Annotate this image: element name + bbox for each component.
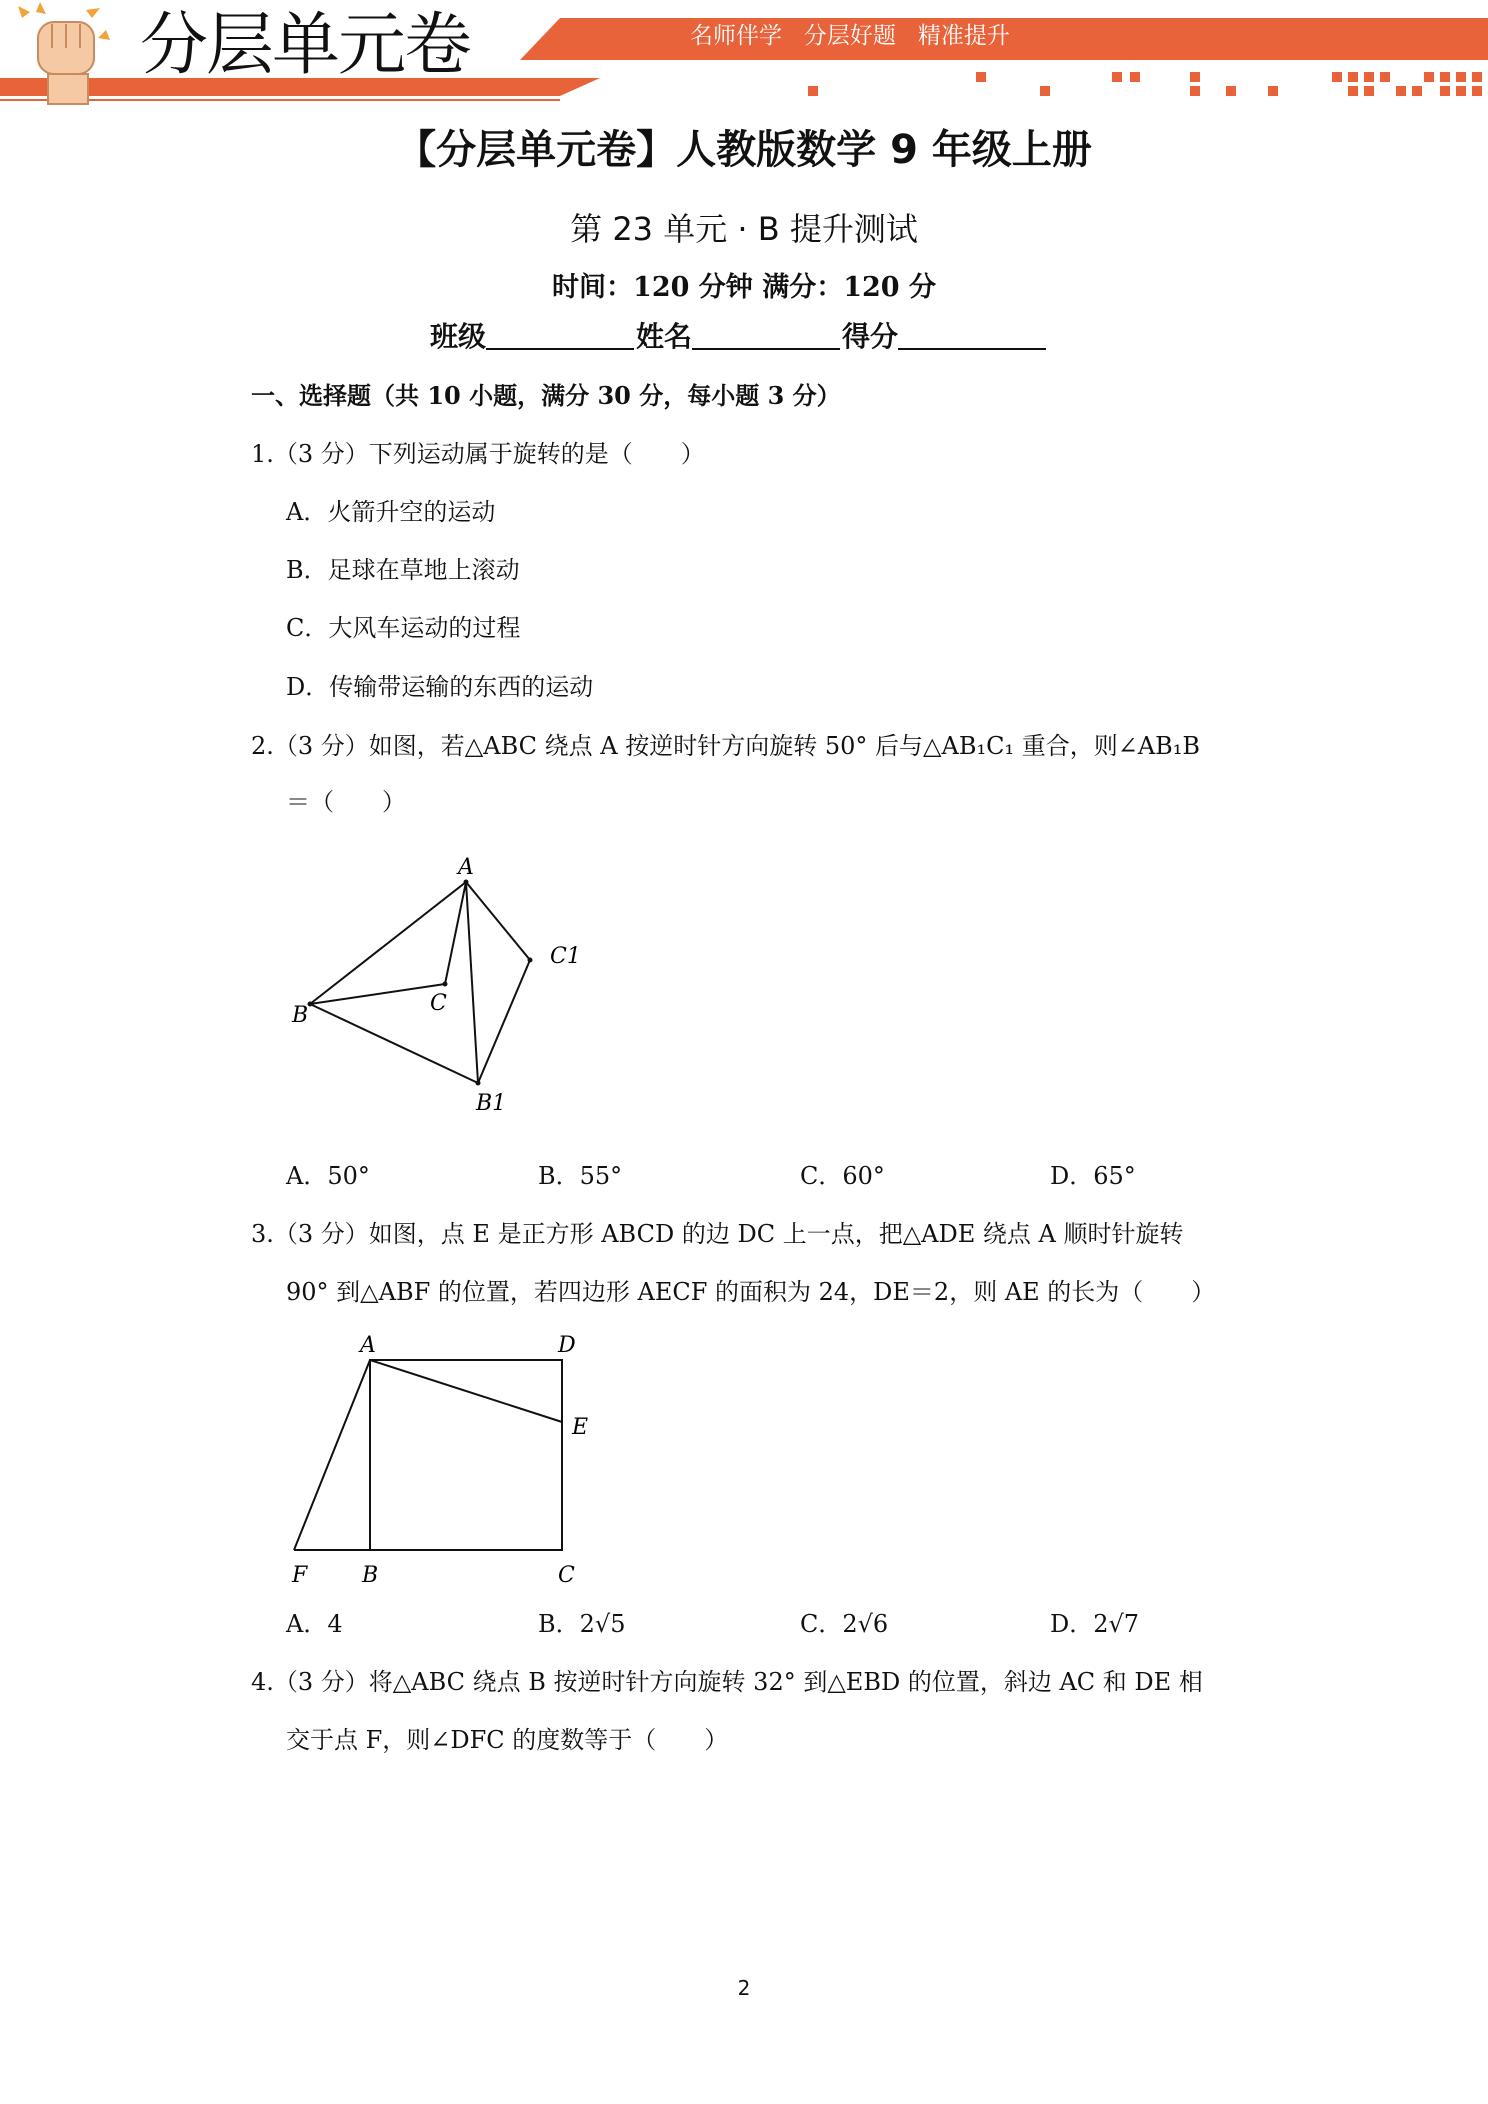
- question-text-cont: 交于点 F，则∠DFC 的度数等于（ ）: [286, 1726, 729, 1754]
- page-number: 2: [737, 1976, 751, 2000]
- student-info-fields: [430, 316, 1048, 358]
- class-blank[interactable]: [486, 316, 634, 350]
- class-label: 班级: [430, 320, 487, 353]
- name-label: 姓名: [636, 320, 693, 353]
- label-c: C: [558, 1563, 575, 1588]
- page-subtitle: 第 23 单元 · B 提升测试: [570, 210, 918, 248]
- question-text: 3.（3 分）如图，点 E 是正方形 ABCD 的边 DC 上一点，把△ADE 绕点 A 顺时针旋转: [251, 1220, 1184, 1248]
- label-b: B: [362, 1563, 379, 1588]
- option-b: B．足球在草地上滚动: [286, 556, 520, 584]
- question-text: 1.（3 分）下列运动属于旋转的是（ ）: [251, 440, 705, 468]
- logo-text: 分层单元卷: [140, 6, 471, 85]
- score-blank[interactable]: [898, 316, 1046, 350]
- label-f: F: [292, 1563, 308, 1588]
- question-text: 2.（3 分）如图，若△ABC 绕点 A 按逆时针方向旋转 50° 后与△AB₁C₁ 重合，则∠AB₁B: [251, 732, 1201, 760]
- label-e: E: [572, 1415, 589, 1440]
- option-a: A．火箭升空的运动: [286, 498, 496, 526]
- option-d: D．传输带运输的东西的运动: [286, 673, 594, 701]
- question-text: 4.（3 分）将△ABC 绕点 B 按逆时针方向旋转 32° 到△EBD 的位置，斜边 AC 和 DE 相: [251, 1668, 1203, 1696]
- option-b: B．2√5: [538, 1610, 626, 1638]
- label-d: D: [558, 1333, 576, 1358]
- option-d: D．65°: [1050, 1162, 1136, 1190]
- square-rotation-figure: [280, 1322, 620, 1594]
- label-a: A: [458, 855, 474, 880]
- label-c1: C1: [550, 944, 581, 969]
- question-text-cont: 90° 到△ABF 的位置，若四边形 AECF 的面积为 24，DE＝2，则 AE 的长为（ ）: [286, 1278, 1216, 1306]
- label-a: A: [360, 1333, 376, 1358]
- option-c: C．大风车运动的过程: [286, 614, 521, 642]
- name-blank[interactable]: [692, 316, 840, 350]
- option-c: C．2√6: [800, 1610, 889, 1638]
- section-title: 一、选择题（共 10 小题，满分 30 分，每小题 3 分）: [251, 381, 841, 410]
- option-d: D．2√7: [1050, 1610, 1140, 1638]
- option-b: B．55°: [538, 1162, 623, 1190]
- question-text-cont: ＝（ ）: [286, 788, 406, 816]
- label-b: B: [292, 1003, 309, 1028]
- label-c: C: [430, 991, 447, 1016]
- header-slogan: 名师伴学 分层好题 精准提升: [690, 23, 1010, 49]
- exam-meta: 时间：120 分钟 满分：120 分: [552, 272, 936, 303]
- label-b1: B1: [476, 1091, 507, 1116]
- score-label: 得分: [842, 320, 899, 353]
- option-a: A．4: [286, 1610, 343, 1638]
- page-title: 【分层单元卷】人教版数学 9 年级上册: [396, 127, 1092, 173]
- option-c: C．60°: [800, 1162, 885, 1190]
- rotation-triangle-figure: [280, 850, 600, 1130]
- option-a: A．50°: [286, 1162, 370, 1190]
